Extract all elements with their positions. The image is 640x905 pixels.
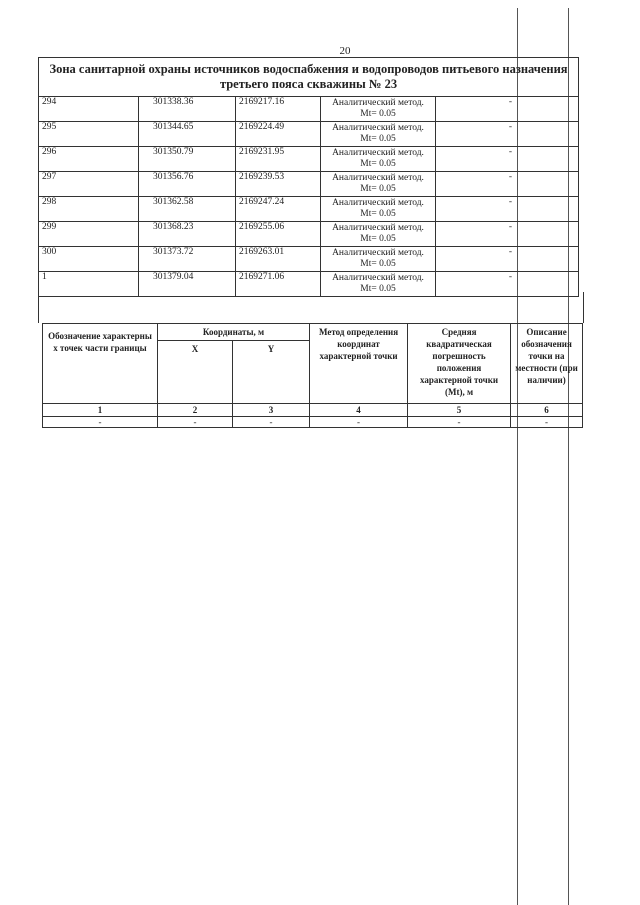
method-error: Mt= 0.05 [360, 109, 396, 119]
method-error: Mt= 0.05 [360, 134, 396, 144]
coord-x: 301356.76 [139, 172, 236, 197]
method-cell [321, 247, 436, 272]
method-name: Аналитический метод. [332, 173, 424, 183]
method-name: Аналитический метод. [332, 198, 424, 208]
method-error: Mt= 0.05 [360, 259, 396, 269]
header-y: Y [233, 341, 310, 404]
method-error: Mt= 0.05 [360, 234, 396, 244]
table-row [39, 222, 579, 247]
table-row [39, 247, 579, 272]
coord-y: 2169239.53 [236, 172, 321, 197]
method-cell [321, 147, 436, 172]
value-cell: - [310, 417, 408, 428]
coord-x: 301344.65 [139, 122, 236, 147]
coord-y: 2169224.49 [236, 122, 321, 147]
method-cell [321, 97, 436, 122]
mark-cell: - [436, 197, 579, 222]
method-error: Mt= 0.05 [360, 284, 396, 294]
point-number: 300 [39, 247, 139, 272]
method-cell [321, 197, 436, 222]
mark-cell: - [436, 272, 579, 297]
coord-x: 301338.36 [139, 97, 236, 122]
mark-cell: - [436, 172, 579, 197]
mark-cell: - [436, 222, 579, 247]
table-row [39, 172, 579, 197]
coord-y: 2169271.06 [236, 272, 321, 297]
table-row [39, 97, 579, 122]
coord-y: 2169231.95 [236, 147, 321, 172]
method-cell [321, 222, 436, 247]
spacer-strip [38, 292, 584, 323]
header-x: X [158, 341, 233, 404]
table-title: Зона санитарной охраны источников водоспабжения и водопроводов питьевого назначения третьего пояса скважины № 23 [39, 58, 579, 97]
method-name: Аналитический метод. [332, 98, 424, 108]
value-cell: - [511, 417, 583, 428]
coord-x: 301350.79 [139, 147, 236, 172]
value-cell: - [158, 417, 233, 428]
index-cell: 5 [408, 404, 511, 417]
coord-y: 2169217.16 [236, 97, 321, 122]
point-number: 298 [39, 197, 139, 222]
mark-cell: - [436, 122, 579, 147]
point-number: 1 [39, 272, 139, 297]
method-name: Аналитический метод. [332, 123, 424, 133]
coord-y: 2169247.24 [236, 197, 321, 222]
mark-cell: - [436, 247, 579, 272]
header-description: Описание обозначения точки на местности (при наличии) [511, 324, 583, 404]
method-cell [321, 122, 436, 147]
index-cell: 6 [511, 404, 583, 417]
coord-y: 2169263.01 [236, 247, 321, 272]
method-name: Аналитический метод. [332, 148, 424, 158]
value-cell: - [43, 417, 158, 428]
coord-x: 301362.58 [139, 197, 236, 222]
mark-cell: - [436, 97, 579, 122]
method-name: Аналитический метод. [332, 273, 424, 283]
table-row [39, 197, 579, 222]
method-name: Аналитический метод. [332, 223, 424, 233]
index-cell: 1 [43, 404, 158, 417]
method-cell [321, 172, 436, 197]
table-row [39, 122, 579, 147]
coord-x: 301373.72 [139, 247, 236, 272]
header-method: Метод определения координат характерной точки [310, 324, 408, 404]
index-cell: 4 [310, 404, 408, 417]
method-error: Mt= 0.05 [360, 159, 396, 169]
method-error: Mt= 0.05 [360, 209, 396, 219]
header-error: Средняя квадратическая погрешность положения характерной точки (Mt), м [408, 324, 511, 404]
mark-cell: - [436, 147, 579, 172]
table-row [39, 147, 579, 172]
header-coords: Координаты, м [158, 324, 310, 341]
point-number: 296 [39, 147, 139, 172]
point-number: 295 [39, 122, 139, 147]
header-designation: Обозначение характерны х точек части границы [43, 324, 158, 404]
boundary-parts-table [42, 323, 583, 428]
coordinates-table [38, 57, 579, 297]
value-cell: - [408, 417, 511, 428]
point-number: 294 [39, 97, 139, 122]
value-cell: - [233, 417, 310, 428]
method-error: Mt= 0.05 [360, 184, 396, 194]
coord-x: 301379.04 [139, 272, 236, 297]
coord-y: 2169255.06 [236, 222, 321, 247]
point-number: 297 [39, 172, 139, 197]
method-name: Аналитический метод. [332, 248, 424, 258]
page-number: 20 [339, 45, 351, 57]
index-cell: 3 [233, 404, 310, 417]
coord-x: 301368.23 [139, 222, 236, 247]
point-number: 299 [39, 222, 139, 247]
index-cell: 2 [158, 404, 233, 417]
